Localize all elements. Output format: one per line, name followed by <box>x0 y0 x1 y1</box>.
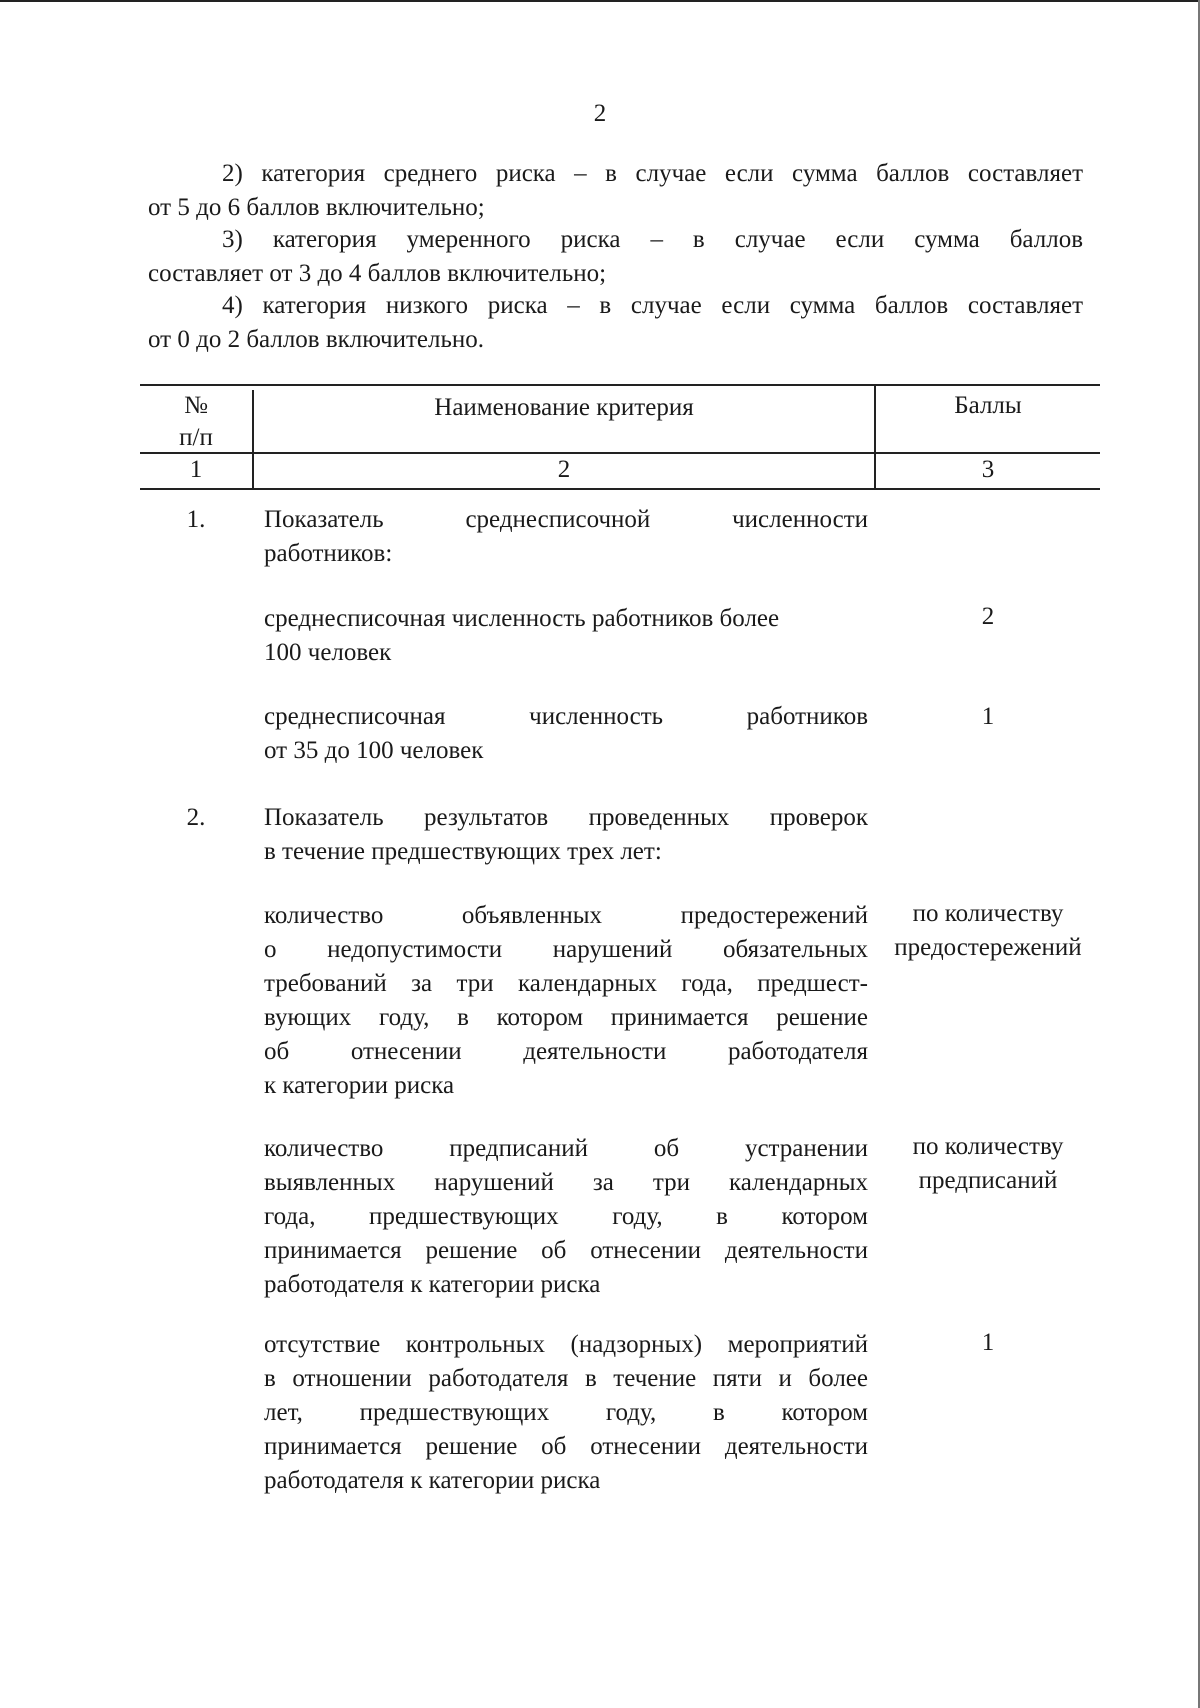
row-1-item-2-line2: от 35 до 100 человек <box>264 737 484 764</box>
page-number: 2 <box>593 100 607 127</box>
row-2-number: 2. <box>186 804 206 831</box>
intro-p2-line2: от 5 до 6 баллов включительно; <box>148 194 485 221</box>
row-1-title-line1: Показатель среднесписочной численности <box>264 506 868 533</box>
header-points: Баллы <box>954 392 1022 419</box>
row-1-item-1-line1: среднесписочная численность работников более <box>264 605 780 632</box>
row-1-item-1-line2: 100 человек <box>264 639 392 666</box>
row-2-item-1-line3: требований за три календарных года, предшест- <box>264 970 868 997</box>
header-num-sign: № <box>184 392 208 419</box>
row-2-item-2-line4: принимается решение об отнесении деятельности <box>264 1237 868 1264</box>
row-2-item-2-line1: количество предписаний об устранении <box>264 1135 868 1162</box>
row-2-item-3-line3: лет, предшествующих году, в котором <box>264 1399 868 1426</box>
row-1-item-2-line1: среднесписочная численность работников <box>264 703 868 730</box>
row-1-item-1-points: 2 <box>981 603 995 630</box>
intro-p3-line2: составляет от 3 до 4 баллов включительно; <box>148 260 607 287</box>
row-2-item-2-line3: года, предшествующих году, в котором <box>264 1203 868 1230</box>
row-2-item-1-points-line1: по количеству <box>912 900 1064 927</box>
intro-p4-line2: от 0 до 2 баллов включительно. <box>148 326 484 353</box>
row-2-item-2-line2: выявленных нарушений за три календарных <box>264 1169 868 1196</box>
row-2-item-1-line2: о недопустимости нарушений обязательных <box>264 936 868 963</box>
header-criterion-name: Наименование критерия <box>434 394 694 421</box>
col-number-2: 2 <box>557 456 571 483</box>
row-2-item-3-line2: в отношении работодателя в течение пяти и более <box>264 1365 868 1392</box>
row-2-item-1-line6: к категории риска <box>264 1072 455 1099</box>
row-2-item-3-points: 1 <box>981 1329 995 1356</box>
intro-p2-line1: 2) категория среднего риска – в случае если сумма баллов составляет <box>222 160 1083 187</box>
row-2-item-3-line1: отсутствие контрольных (надзорных) мероприятий <box>264 1331 868 1358</box>
row-1-number: 1. <box>186 506 206 533</box>
row-1-title-line2: работников: <box>264 540 393 567</box>
row-2-title-line2: в течение предшествующих трех лет: <box>264 838 662 865</box>
intro-p4-line1: 4) категория низкого риска – в случае если сумма баллов составляет <box>222 292 1083 319</box>
header-top-rule <box>140 384 1100 386</box>
row-2-item-2-points-line1: по количеству <box>912 1133 1064 1160</box>
row-2-item-1-line1: количество объявленных предостережений <box>264 902 868 929</box>
row-2-item-1-line4: вующих году, в котором принимается решение <box>264 1004 868 1031</box>
header-bottom-rule <box>140 488 1100 490</box>
row-2-item-1-line5: об отнесении деятельности работодателя <box>264 1038 868 1065</box>
intro-p3-line1: 3) категория умеренного риска – в случае если сумма баллов <box>222 226 1083 253</box>
criteria-table-header <box>140 384 1100 490</box>
row-2-item-2-line5: работодателя к категории риска <box>264 1271 601 1298</box>
row-2-item-1-points-line2: предостережений <box>894 934 1082 961</box>
row-2-item-3-line4: принимается решение об отнесении деятельности <box>264 1433 868 1460</box>
row-2-item-3-line5: работодателя к категории риска <box>264 1467 601 1494</box>
scan-edge-top <box>0 0 1200 2</box>
col-number-1: 1 <box>189 456 203 483</box>
row-1-item-2-points: 1 <box>981 703 995 730</box>
header-num-pp: п/п <box>179 424 213 451</box>
row-2-item-2-points-line2: предписаний <box>918 1167 1058 1194</box>
col-number-3: 3 <box>981 456 995 483</box>
row-2-title-line1: Показатель результатов проведенных проверок <box>264 804 868 831</box>
